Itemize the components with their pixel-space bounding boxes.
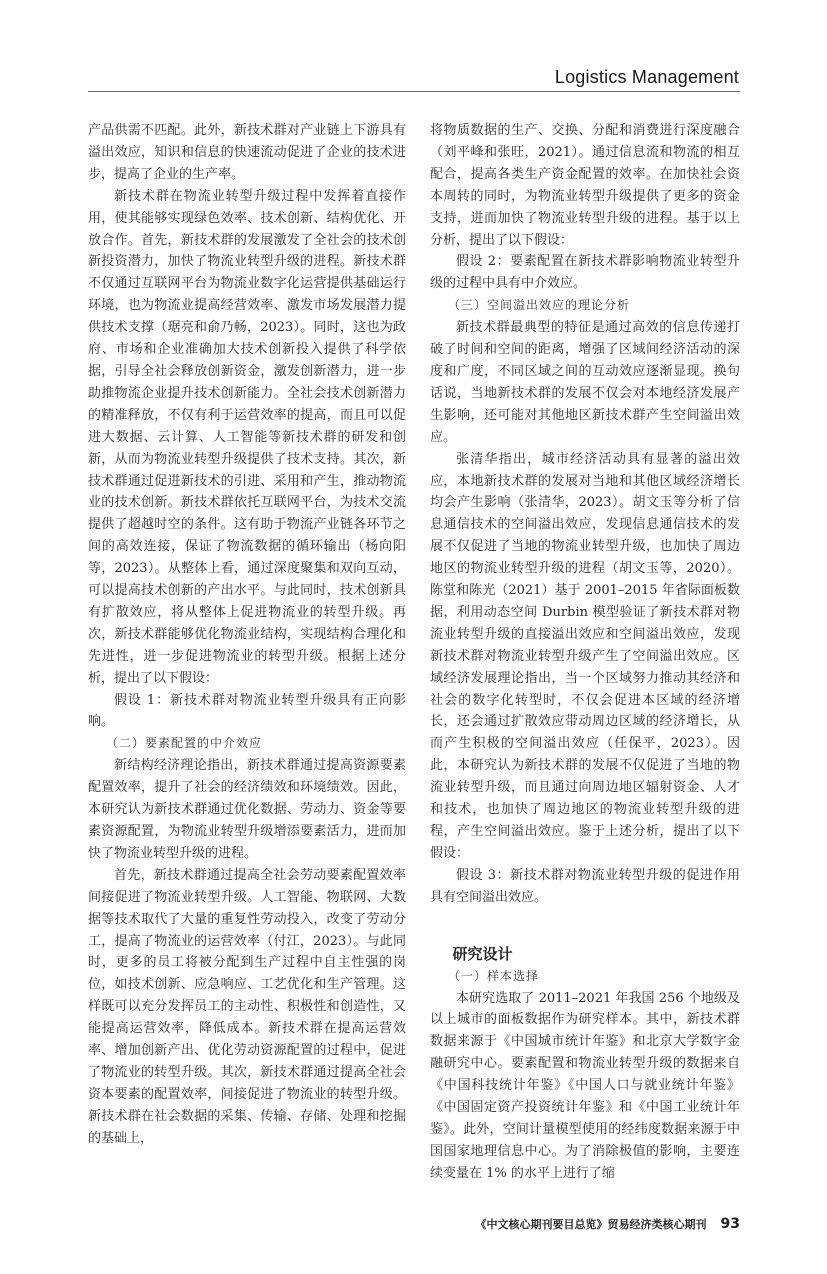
paragraph: 假设 1：新技术群对物流业转型升级具有正向影响。 [88,692,406,730]
subsection-heading: （二）要素配置的中介效应 [106,736,263,751]
paragraph: 新结构经济理论指出，新技术群通过提高资源要素配置效率，提升了社会的经济绩效和环境绩效。因此，本研究认为新技术群通过优化数据、劳动力、资金等要素资源配置，为物流业转型升级增添要素活力，进而加快了物流业转型升级的进程。 [88,758,406,861]
paragraph: 新技术群最典型的特征是通过高效的信息传递打破了时间和空间的距离，增强了区域间经济活动的深度和广度，不同区域之间的互动效应逐渐显现。换句话说，当地新技术群的发展不仅会对本地经济发展产生影响，还可能对其他地区新技术群产生空间溢出效应。 [430,320,740,445]
page-number: 93 [720,1215,740,1232]
paragraph: 产品供需不匹配。此外，新技术群对产业链上下游具有溢出效应，知识和信息的快速流动促进了企业的技术进步，提高了企业的生产率。 [88,123,406,182]
section-heading: 研究设计 [452,944,513,963]
paragraph: 将物质数据的生产、交换、分配和消费进行深度融合（刘平峰和张旺，2021）。通过信息流和物流的相互配合，提高各类生产资金配置的效率。在加快社会资本周转的同时，为物流业转型升级提供了更多的资金支持，进而加快了物流业转型升级的进程。基于以上分析，提出了以下假设： [430,123,740,248]
paragraph: 本研究选取了 2011–2021 年我国 256 个地级及以上城市的面板数据作为研究样本。其中，新技术群数据来源于《中国城市统计年鉴》和北京大学数字金融研究中心。要素配置和物流业转型升级的数据来自《中国科技统计年鉴》《中国人口与就业统计年鉴》《中国固定资产投资统计年鉴》和《中国工业统计年鉴》。此外，空间计量模型使用的经纬度数据来源于中国国家地理信息中心。为了消除极值的影响，主要连续变量在 1% 的水平上进行了缩 [430,990,740,1181]
page-footer [88,1215,740,1234]
paragraph: 新技术群在物流业转型升级过程中发挥着直接作用，使其能够实现绿色效率、技术创新、结构优化、开放合作。首先，新技术群的发展激发了全社会的技术创新投资潜力，加快了物流业转型升级的进程。新技术群不仅通过互联网平台为物流业数字化运营提供基础运行环境，也为物流业提高经营效率、激发市场发展潜力提供技术支撑（琚亮和俞乃畅，2023）。同时，这也为政府、市场和企业准确加大技术创新投入提供了科学依据，引导全社会释放创新资金，激发创新潜力，进一步助推物流企业提升技术创新能力。全社会技术创新潜力的精准释放，不仅有利于运营效率的提高，而且可以促进大数据、云计算、人工智能等新技术群的研发和创新，从而为物流业转型升级提供了技术支持。其次，新技术群通过促进新技术的引进、采用和产生，推动物流业的技术创新。新技术群依托互联网平台，为技术交流提供了超越时空的条件。这有助于物流产业链各环节之间的高效连接，保证了物流数据的循环输出（杨向阳等，2023）。从整体上看，通过深度聚集和双向互动，可以提高技术创新的产出水平。与此同时，技术创新具有扩散效应，将从整体上促进物流业的转型升级。再次，新技术群能够优化物流业结构，实现结构合理化和先进性，进一步促进物流业的转型升级。根据上述分析，提出了以下假设： [88,188,406,686]
right-column [430,120,740,1185]
journal-title: Logistics Management [554,67,739,87]
paragraph: 首先，新技术群通过提高全社会劳动要素配置效率间接促进了物流业转型升级。人工智能、物联网、大数据等技术取代了大量的重复性劳动投入，改变了劳动分工，提高了物流业的运营效率（付江，2023）。与此同时，更多的员工将被分配到生产过程中自主性强的岗位，如技术创新、应急响应、工艺优化和生产管理。这样既可以充分发挥员工的主动性、积极性和创造性，又能提高运营效率，降低成本。新技术群在提高运营效率、增加创新产出、优化劳动资源配置的过程中，促进了物流业的转型升级。其次，新技术群通过提高全社会资本要素的配置效率，间接促进了物流业的转型升级。新技术群在社会数据的采集、传输、存储、处理和挖掘的基础上， [88,867,406,1146]
columns [88,120,740,1185]
header-rule [88,91,740,92]
subsection-heading: （一）样本选择 [448,968,540,983]
paragraph: 张清华指出，城市经济活动具有显著的溢出效应，本地新技术群的发展对当地和其他区域经济增长均会产生影响（张清华，2023）。胡文玉等分析了信息通信技术的空间溢出效应，发现信息通信技术的发展不仅促进了当地的物流业转型升级，也加快了周边地区的物流业转型升级的进程（胡文玉等，2020）。陈堂和陈光（2021）基于 2001–2015 年省际面板数据，利用动态空间 Durbin 模型验证了新技术群对物流业转型升级的直接溢出效应和空间溢出效应，发现新技术群对物流业转型升级产生了空间溢出效应。区域经济发展理论指出，当一个区域努力推动其经济和社会的数字化转型时，不仅会促进本区域的经济增长，还会通过扩散效应带动周边区域的经济增长，从而产生积极的空间溢出效应（任保平，2023）。因此，本研究认为新技术群的发展不仅促进了当地的物流业转型升级，而且通过向周边地区辐射资金、人才和技术，也加快了周边地区的物流业转型升级的进程，产生空间溢出效应。鉴于上述分析，提出了以下假设： [430,451,740,861]
paragraph: 假设 3：新技术群对物流业转型升级的促进作用具有空间溢出效应。 [430,867,740,905]
footer-journal-note: 《中文核心期刊要目总览》贸易经济类核心期刊 [475,1217,707,1231]
left-column [88,120,406,1150]
paragraph: 假设 2：要素配置在新技术群影响物流业转型升级的过程中具有中介效应。 [430,254,740,292]
subsection-heading: （三）空间溢出效应的理论分析 [448,298,631,313]
